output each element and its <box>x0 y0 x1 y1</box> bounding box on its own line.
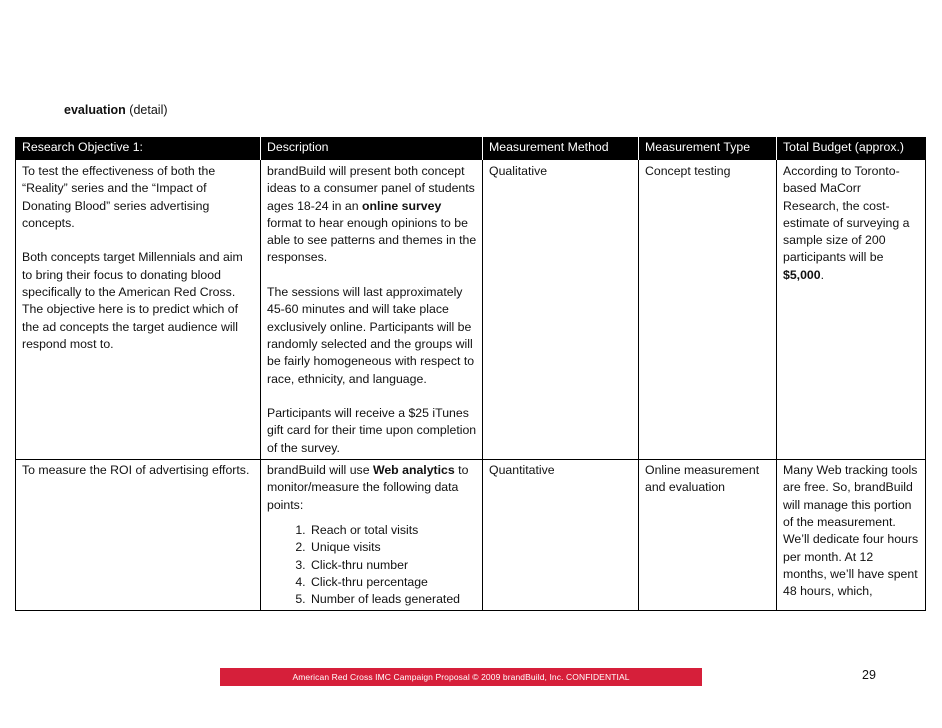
research-table <box>15 137 926 611</box>
type-cell: Online measurement and evaluation <box>639 460 777 611</box>
heading-bold: evaluation <box>64 103 126 117</box>
description-cell <box>261 160 483 460</box>
objective-cell: To measure the ROI of advertising efforts. <box>16 460 261 611</box>
list-item: 5. Number of leads generated <box>309 591 477 608</box>
list-item: 4. Click-thru percentage <box>309 574 477 591</box>
method-cell: Qualitative <box>483 160 639 460</box>
col-research-objective: Research Objective 1: <box>16 137 261 160</box>
type-cell: Concept testing <box>639 160 777 460</box>
section-heading <box>64 103 168 117</box>
col-measurement-method: Measurement Method <box>483 137 639 160</box>
objective-text: Both concepts target Millennials and aim to bring their focus to donating blood specifically to the American Red Cross. The objective here is to predict which of the ad concepts the target audience will respond most to. <box>22 250 243 351</box>
col-measurement-type: Measurement Type <box>639 137 777 160</box>
objective-text: To test the effectiveness of both the “Reality” series and the “Impact of Donating Blood” series advertising concepts. <box>22 164 216 230</box>
heading-rest: (detail) <box>125 103 168 117</box>
budget-cell: According to Toronto-based MaCorr Research, the cost-estimate of surveying a sample size of 200 participants will be $5,000. <box>777 160 926 460</box>
description-text: brandBuild will use Web analytics to monitor/measure the following data points: <box>267 463 469 512</box>
method-cell: Quantitative <box>483 460 639 611</box>
objective-cell <box>16 160 261 460</box>
col-description: Description <box>261 137 483 160</box>
table-row <box>16 460 926 611</box>
table-row <box>16 160 926 460</box>
description-cell <box>261 460 483 611</box>
col-total-budget: Total Budget (approx.) <box>777 137 926 160</box>
table-header-row <box>16 137 926 160</box>
description-text: Participants will receive a $25 iTunes gift card for their time upon completion of the survey. <box>267 406 477 455</box>
footer-bar: American Red Cross IMC Campaign Proposal © 2009 brandBuild, Inc. CONFIDENTIAL <box>220 668 702 686</box>
page-number: 29 <box>862 668 876 682</box>
list-item: 1. Reach or total visits <box>309 522 477 539</box>
data-points-list <box>267 522 477 608</box>
list-item: 2. Unique visits <box>309 539 477 556</box>
description-text: brandBuild will present both concept ideas to a consumer panel of students ages 18-24 in an online survey format to hear enough opinions to be able to see patterns and themes in the responses. <box>267 164 477 265</box>
list-item: 3. Click-thru number <box>309 557 477 574</box>
budget-cell: Many Web tracking tools are free. So, brandBuild will manage this portion of the measurement. We’ll dedicate four hours per month. At 12 months, we’ll have spent 48 hours, which, <box>777 460 926 611</box>
description-text: The sessions will last approximately 45-60 minutes and will take place exclusively online. Participants will be randomly selected and the groups will be fairly homogeneous with respect to race, ethnicity, and language. <box>267 285 475 386</box>
